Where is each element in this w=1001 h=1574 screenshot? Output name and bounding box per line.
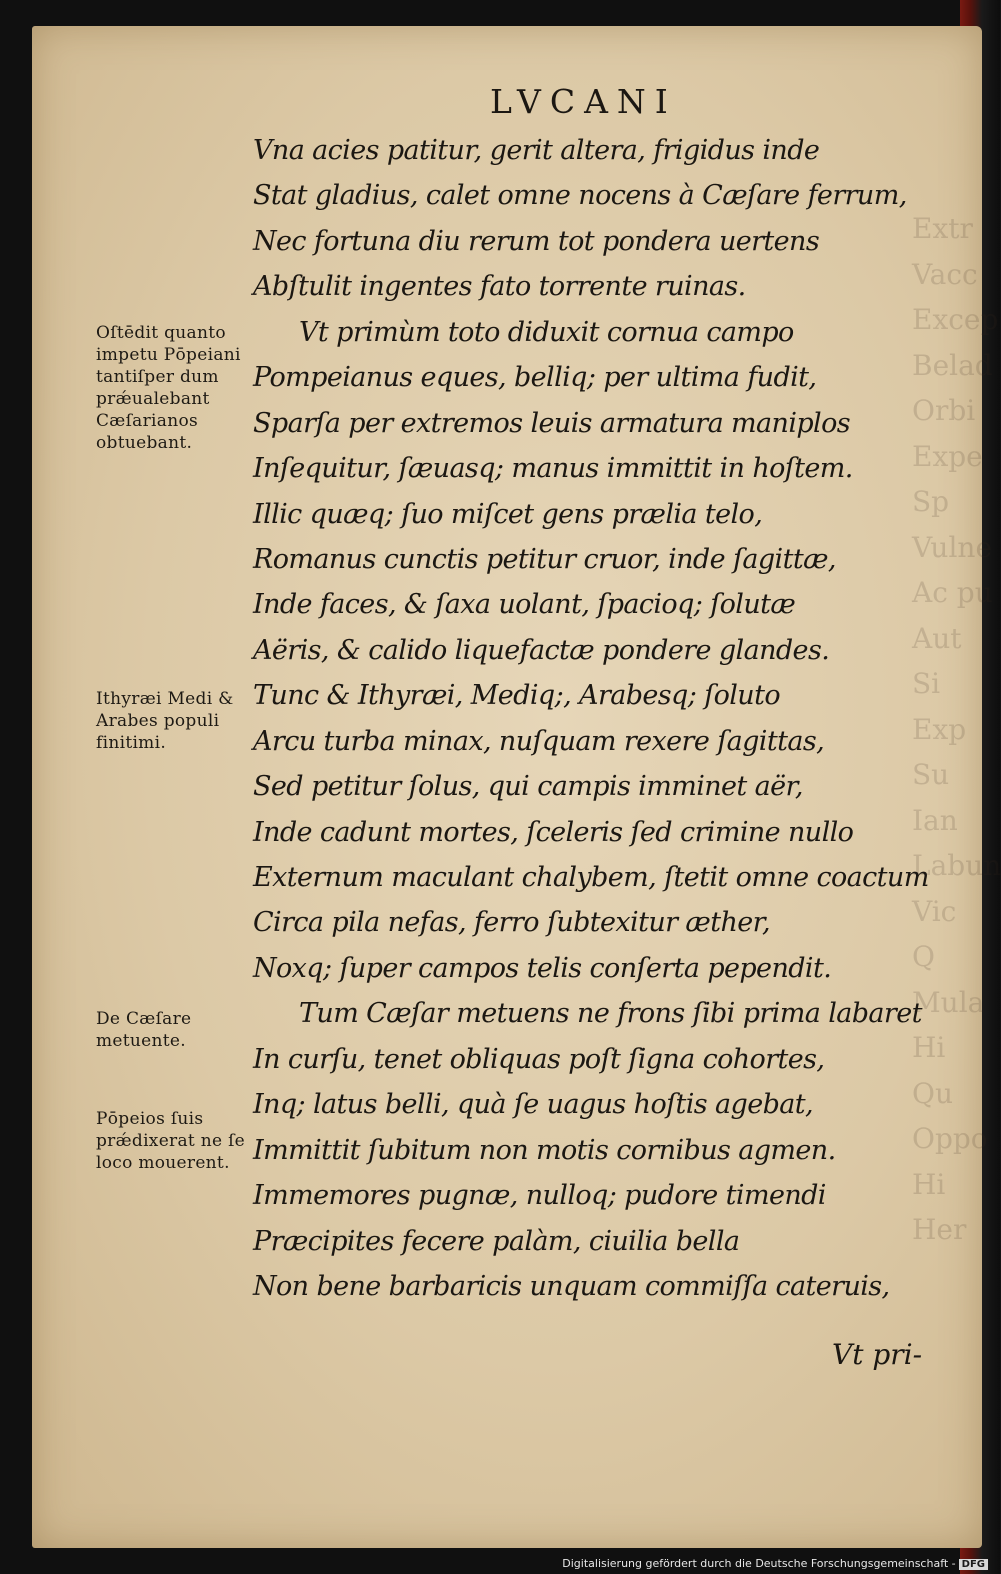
dfg-logo: DFG — [959, 1559, 988, 1570]
verse-line: Immittit ſubitum non motis cornibus agmen. — [253, 1134, 836, 1166]
bleed-through-line: Qu — [912, 1076, 953, 1110]
verse-line: Tunc & Ithyræi, Mediq;, Arabesq; ſoluto — [253, 680, 781, 712]
bleed-through-line: Vulne — [912, 530, 993, 564]
bleed-through-line: Vacc — [912, 257, 978, 291]
verse-line: Tum Cæſar metuens ne frons ſibi prima labaret — [299, 998, 922, 1030]
bleed-through-line: Excep — [912, 303, 999, 336]
bleed-through-line: Ian — [912, 803, 958, 837]
bleed-through-line: Exp — [912, 712, 967, 746]
verse-line: Sparſa per extremos leuis armatura maniplos — [253, 407, 851, 439]
margin-note: Pōpeios ſuis prǽdixerat ne ſe loco mouerent. — [96, 1109, 246, 1173]
verse-line: Non bene barbaricis unquam commiſſa cateruis, — [253, 1270, 890, 1302]
verse-line: In curſu, tenet obliquas poſt ſigna cohortes, — [253, 1043, 825, 1075]
bleed-through-line: Extr — [912, 212, 973, 245]
bleed-through-line: Labun — [912, 849, 1001, 882]
verse-line: Vna acies patitur, gerit altera, frigidus inde — [253, 135, 820, 166]
verse-line: Inde cadunt mortes, ſceleris ſed crimine nullo — [253, 816, 854, 848]
bleed-through-line: Si — [912, 667, 941, 700]
verse-line: Externum maculant chalybem, ſtetit omne coactum — [253, 862, 929, 893]
verse-line: Vt primùm toto diduxit cornua campo — [299, 316, 794, 348]
bleed-through-line: Hi — [912, 1167, 946, 1201]
verse-line: Pompeianus eques, belliq; per ultima fudit, — [253, 362, 817, 394]
bleed-through-line: Belad — [912, 348, 993, 382]
verse-line: Nec fortuna diu rerum tot pondera uertens — [253, 225, 820, 257]
running-head: LVCANI — [490, 82, 677, 121]
verse-line: Stat gladius, calet omne nocens à Cæſare ferrum, — [253, 180, 907, 212]
bleed-through-line: Vic — [912, 894, 957, 928]
margin-note: Ithyræi Medi & Arabes populi finitimi. — [96, 689, 234, 753]
verse-line: Inde faces, & ſaxa uolant, ſpacioq; ſolutæ — [253, 589, 796, 621]
bleed-through-line: Aut — [912, 621, 962, 655]
bleed-through-line: Su — [912, 758, 950, 791]
bleed-through-line: Her — [912, 1213, 967, 1246]
bleed-through-line: Oppo — [912, 1122, 988, 1155]
verse-line: Immemores pugnæ, nulloq; pudore timendi — [253, 1180, 826, 1212]
bleed-through-line: Orbi — [912, 394, 976, 427]
verse-line: Inq; latus belli, quà ſe uagus hoſtis agebat, — [253, 1089, 813, 1121]
bleed-through-line: Sp — [912, 485, 950, 518]
margin-note: Oſtēdit quanto impetu Pōpeiani tantiſper dum prǽualebant Cæſarianos obtuebant. — [96, 323, 241, 453]
catchword: Vt pri- — [832, 1338, 923, 1371]
margin-note: De Cæſare metuente. — [96, 1009, 192, 1051]
verse-line: Abſtulit ingentes fato torrente ruinas. — [253, 271, 746, 303]
credit-text: Digitalisierung gefördert durch die Deutsche Forschungsgemeinschaft - — [562, 1557, 956, 1570]
verse-line: Arcu turba minax, nuſquam rexere ſagittas, — [253, 725, 825, 757]
verse-line: Sed petitur ſolus, qui campis imminet aër, — [253, 771, 803, 803]
verse-line: Aëris, & calido liquefactæ pondere glandes. — [253, 634, 830, 666]
digitization-credit — [562, 1557, 988, 1570]
bleed-through-line: Q — [912, 940, 935, 973]
verse-line: Romanus cunctis petitur cruor, inde ſagittæ, — [253, 543, 836, 575]
verse-line: Illic quæq; ſuo miſcet gens prælia telo, — [253, 498, 763, 530]
verse-line: Inſequitur, ſæuasq; manus immittit in hoſtem. — [253, 453, 853, 485]
bleed-through-line: Hi — [912, 1031, 946, 1064]
bleed-through-line: Mula — [912, 985, 985, 1019]
bleed-through-line: Ac pu — [912, 576, 993, 609]
verse-line: Præcipites fecere palàm, ciuilia bella — [253, 1225, 740, 1257]
bleed-through-line: Expe — [912, 439, 983, 473]
verse-line: Noxq; ſuper campos telis conſerta pependit. — [253, 952, 832, 984]
verse-text-block — [253, 128, 929, 1309]
verse-line: Circa pila nefas, ferro ſubtexitur æther, — [253, 907, 770, 939]
